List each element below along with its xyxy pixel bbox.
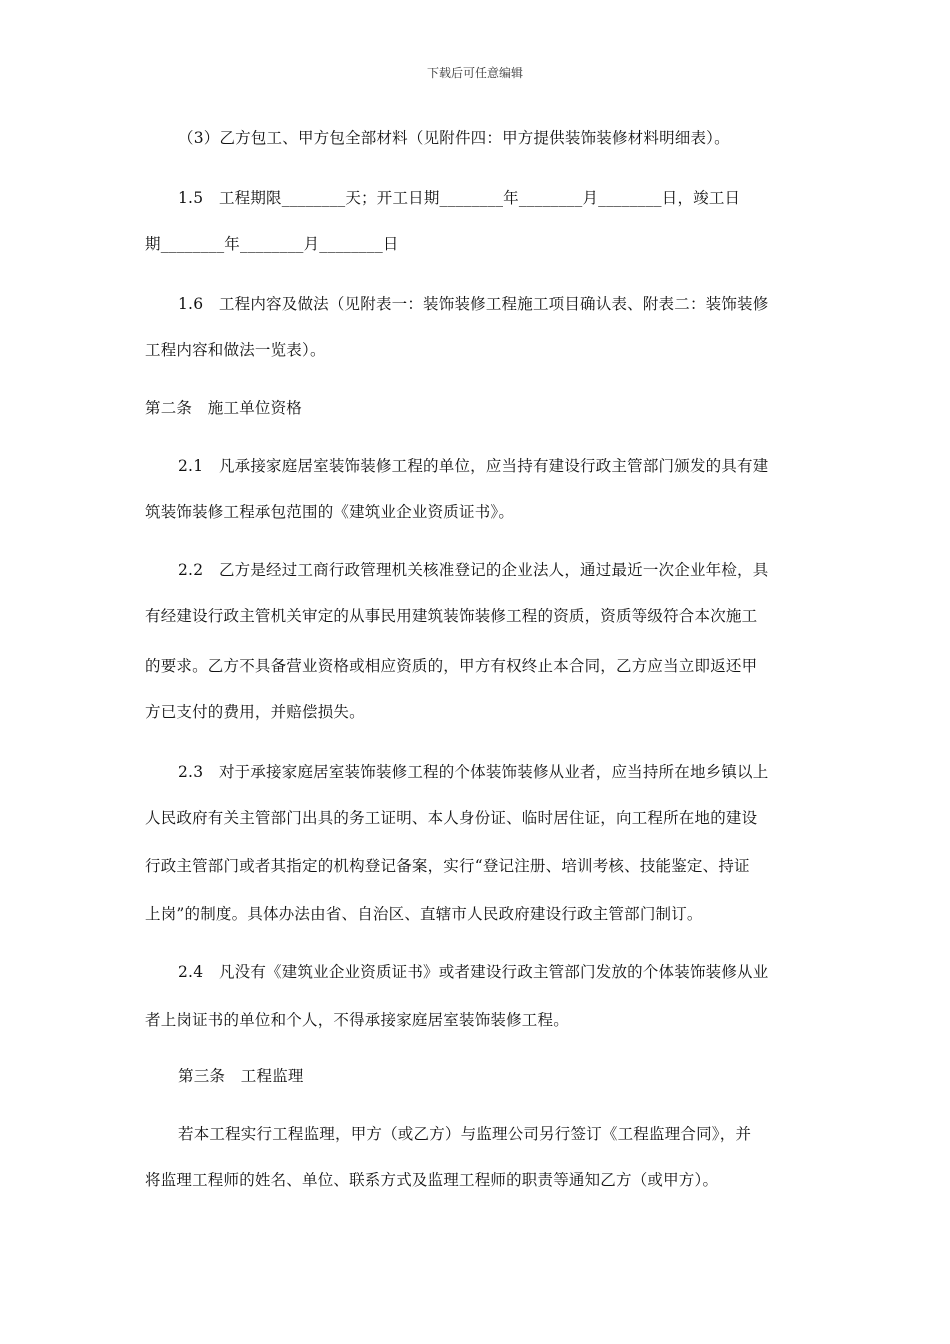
clause-2-3-line-3: 行政主管部门或者其指定的机构登记备案，实行“登记注册、培训考核、技能鉴定、持证 (145, 857, 750, 875)
clause-2-3-line-2: 人民政府有关主管部门出具的务工证明、本人身份证、临时居住证，向工程所在地的建设 (145, 809, 758, 827)
clause-1-6-line-2: 工程内容和做法一览表）。 (145, 341, 326, 359)
clause-2-1-line-1: 2.1 凡承接家庭居室装饰装修工程的单位，应当持有建设行政主管部门颁发的具有建 (178, 457, 769, 475)
article-3-line-2: 将监理工程师的姓名、单位、联系方式及监理工程师的职责等通知乙方（或甲方）。 (145, 1171, 719, 1189)
clause-2-3-line-4: 上岗”的制度。具体办法由省、自治区、直辖市人民政府建设行政主管部门制订。 (145, 905, 703, 923)
article-3-heading: 第三条 工程监理 (178, 1067, 304, 1085)
clause-1-5-line-1: 1.5 工程期限________天；开工日期________年________月________日，竣工日 (178, 189, 741, 207)
clause-1-4-3-line-1: （3）乙方包工、甲方包全部材料（见附件四：甲方提供装饰装修材料明细表）。 (178, 129, 730, 147)
clause-2-2-line-2: 有经建设行政主管机关审定的从事民用建筑装饰装修工程的资质，资质等级符合本次施工 (145, 607, 758, 625)
clause-2-4-line-1: 2.4 凡没有《建筑业企业资质证书》或者建设行政主管部门发放的个体装饰装修从业 (178, 963, 769, 981)
article-2-heading: 第二条 施工单位资格 (145, 399, 303, 417)
clause-2-2-line-1: 2.2 乙方是经过工商行政管理机关核准登记的企业法人，通过最近一次企业年检，具 (178, 561, 769, 579)
page-header: 下载后可任意编辑 (426, 66, 523, 80)
clause-1-6-line-1: 1.6 工程内容及做法（见附表一：装饰装修工程施工项目确认表、附表二：装饰装修 (178, 295, 769, 313)
clause-2-3-line-1: 2.3 对于承接家庭居室装饰装修工程的个体装饰装修从业者，应当持所在地乡镇以上 (178, 763, 769, 781)
clause-2-2-line-4: 方已支付的费用，并赔偿损失。 (145, 703, 365, 721)
clause-1-5-line-2: 期________年________月________日 (145, 235, 399, 253)
clause-2-2-line-3: 的要求。乙方不具备营业资格或相应资质的，甲方有权终止本合同，乙方应当立即返还甲 (145, 657, 758, 675)
article-3-line-1: 若本工程实行工程监理，甲方（或乙方）与监理公司另行签订《工程监理合同》，并 (178, 1125, 752, 1143)
clause-2-1-line-2: 筑装饰装修工程承包范围的《建筑业企业资质证书》。 (145, 503, 515, 521)
clause-2-4-line-2: 者上岗证书的单位和个人，不得承接家庭居室装饰装修工程。 (145, 1011, 569, 1029)
